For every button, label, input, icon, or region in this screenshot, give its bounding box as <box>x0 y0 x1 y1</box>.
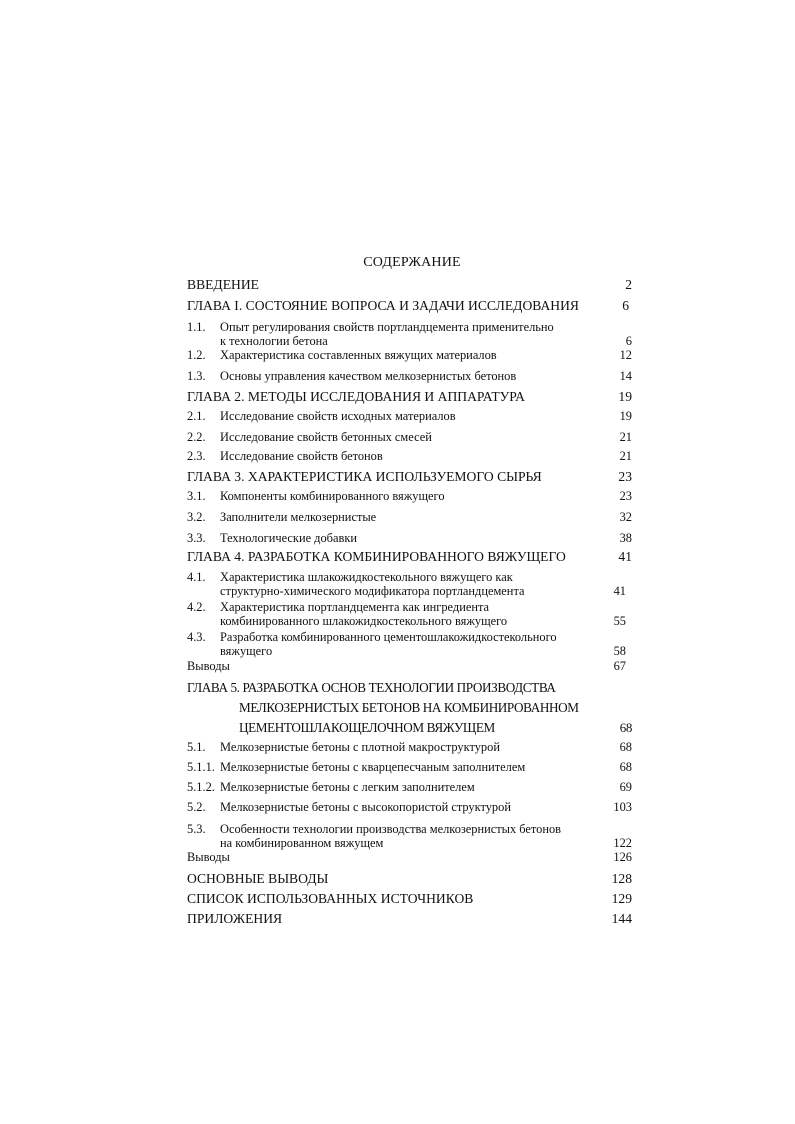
toc-entry-chapter-5 <box>187 678 632 742</box>
toc-page-number: 126 <box>613 850 632 864</box>
toc-page-number: 19 <box>618 389 632 404</box>
toc-entry-appendices <box>187 910 632 927</box>
toc-page-number: 2 <box>625 277 632 292</box>
toc-page-number: 6 <box>622 298 629 313</box>
toc-entry-chapter-4 <box>187 548 632 565</box>
toc-page-number: 23 <box>619 489 632 503</box>
toc-page-number: 14 <box>619 369 632 383</box>
toc-entry-number: 5.1.2. <box>187 780 215 794</box>
toc-entry-text-line2: комбинированного шлакожидкостекольного вяжущего <box>220 614 508 628</box>
toc-entry-text-line1: ГЛАВА 5. РАЗРАБОТКА ОСНОВ ТЕХНОЛОГИИ ПРОИЗВОДСТВА <box>187 680 556 695</box>
toc-entry-text-line1: Характеристика шлакожидкостекольного вяжущего как <box>220 570 513 584</box>
toc-page-number: 41 <box>618 549 632 564</box>
toc-entry-text: Мелкозернистые бетоны с кварцепесчаным заполнителем <box>220 760 526 774</box>
toc-page-number: 58 <box>613 644 626 658</box>
toc-page-number: 67 <box>613 659 626 673</box>
toc-entry-number: 5.1.1. <box>187 760 215 774</box>
toc-entry-number: 2.1. <box>187 409 206 423</box>
toc-entry-text-line2: МЕЛКОЗЕРНИСТЫХ БЕТОНОВ НА КОМБИНИРОВАННОМ <box>239 700 579 715</box>
toc-page-number: 23 <box>618 469 632 484</box>
toc-entry-text-line2: вяжущего <box>220 644 273 658</box>
toc-entry-text: ГЛАВА I. СОСТОЯНИЕ ВОПРОСА И ЗАДАЧИ ИССЛЕДОВАНИЯ <box>187 298 579 313</box>
toc-entry-text: ПРИЛОЖЕНИЯ <box>187 911 283 926</box>
toc-entry-text-line1: Характеристика портландцемента как ингредиента <box>220 600 490 614</box>
toc-entry-main-conclusions <box>187 870 632 887</box>
toc-entry-4-3 <box>187 630 632 660</box>
toc-entry-number: 3.1. <box>187 489 206 503</box>
toc-entry-chapter-1 <box>187 297 632 314</box>
toc-page-number: 21 <box>619 449 632 463</box>
toc-entry-number: 1.2. <box>187 348 206 362</box>
toc-entry-number: 4.2. <box>187 600 206 614</box>
toc-entry-number: 1.3. <box>187 369 206 383</box>
toc-page-number: 68 <box>619 760 632 774</box>
toc-entry-number: 2.3. <box>187 449 206 463</box>
toc-entry-text: Основы управления качеством мелкозернистых бетонов <box>220 369 517 383</box>
toc-page-number: 103 <box>613 800 632 814</box>
toc-entry-text-line1: Разработка комбинированного цементошлакожидкостекольного <box>220 630 557 644</box>
toc-entry-introduction <box>187 276 632 293</box>
toc-entry-conclusions-ch5 <box>187 850 632 865</box>
toc-page-number: 19 <box>619 409 632 423</box>
toc-entry-4-2 <box>187 600 632 630</box>
toc-entry-text: ВВЕДЕНИЕ <box>187 277 259 292</box>
toc-page-number: 38 <box>619 531 632 545</box>
toc-page-number: 55 <box>613 614 626 628</box>
toc-entry-4-1 <box>187 570 632 600</box>
toc-page-number: 68 <box>619 740 632 754</box>
toc-entry-text: Исследование свойств бетонных смесей <box>220 430 432 444</box>
toc-entry-text: Технологические добавки <box>220 531 357 545</box>
toc-page-number: 32 <box>619 510 632 524</box>
toc-entry-text-line1: Особенности технологии производства мелкозернистых бетонов <box>220 822 562 836</box>
toc-entry-text: ГЛАВА 4. РАЗРАБОТКА КОМБИНИРОВАННОГО ВЯЖУЩЕГО <box>187 549 566 564</box>
toc-entry-text: СПИСОК ИСПОЛЬЗОВАННЫХ ИСТОЧНИКОВ <box>187 891 474 906</box>
toc-entry-number: 5.2. <box>187 800 206 814</box>
toc-page-number: 129 <box>611 891 632 906</box>
toc-page-number: 68 <box>619 720 632 735</box>
toc-entry-text: Мелкозернистые бетоны с легким заполнителем <box>220 780 475 794</box>
toc-page-number: 41 <box>613 584 626 598</box>
toc-entry-text: ОСНОВНЫЕ ВЫВОДЫ <box>187 871 329 886</box>
toc-page-number: 144 <box>611 911 632 926</box>
toc-entry-text: Заполнители мелкозернистые <box>220 510 377 524</box>
toc-entry-text: Характеристика составленных вяжущих материалов <box>220 348 497 362</box>
toc-entry-text: Мелкозернистые бетоны с плотной макроструктурой <box>220 740 500 754</box>
toc-entry-number: 4.1. <box>187 570 206 584</box>
toc-page-number: 122 <box>613 836 632 850</box>
toc-page-number: 12 <box>619 348 632 362</box>
toc-entry-text: Исследование свойств бетонов <box>220 449 383 463</box>
toc-entry-5-3 <box>187 822 632 852</box>
toc-entry-text: Выводы <box>187 850 230 864</box>
toc-entry-text: Исследование свойств исходных материалов <box>220 409 456 423</box>
toc-entry-number: 2.2. <box>187 430 206 444</box>
toc-entry-text: Компоненты комбинированного вяжущего <box>220 489 445 503</box>
toc-entry-1-1 <box>187 320 632 350</box>
toc-entry-text-line2: структурно-химического модификатора портландцемента <box>220 584 525 598</box>
toc-entry-text-line3: ЦЕМЕНТОШЛАКОЩЕЛОЧНОМ ВЯЖУЩЕМ <box>239 720 495 735</box>
toc-page-number: 69 <box>619 780 632 794</box>
toc-entry-number: 1.1. <box>187 320 206 334</box>
toc-entry-number: 5.3. <box>187 822 206 836</box>
toc-page-number: 6 <box>625 334 632 348</box>
toc-page-number: 128 <box>611 871 632 886</box>
toc-entry-conclusions-ch4 <box>187 659 632 674</box>
toc-entry-text-line2: на комбинированном вяжущем <box>220 836 384 850</box>
toc-entry-text: Выводы <box>187 659 230 673</box>
toc-title: СОДЕРЖАНИЕ <box>363 255 461 270</box>
toc-page-number: 21 <box>619 430 632 444</box>
toc-entry-references <box>187 890 632 907</box>
toc-entry-number: 3.2. <box>187 510 206 524</box>
toc-entry-chapter-3 <box>187 468 632 485</box>
toc-entry-chapter-2 <box>187 388 632 405</box>
toc-entry-text: Мелкозернистые бетоны с высокопористой структурой <box>220 800 511 814</box>
toc-entry-text: ГЛАВА 3. ХАРАКТЕРИСТИКА ИСПОЛЬЗУЕМОГО СЫРЬЯ <box>187 469 542 484</box>
toc-entry-text-line1: Опыт регулирования свойств портландцемента применительно <box>220 320 554 334</box>
table-of-contents <box>187 0 632 1124</box>
toc-entry-number: 3.3. <box>187 531 206 545</box>
toc-entry-text: ГЛАВА 2. МЕТОДЫ ИССЛЕДОВАНИЯ И АППАРАТУРА <box>187 389 525 404</box>
toc-entry-number: 4.3. <box>187 630 206 644</box>
toc-entry-number: 5.1. <box>187 740 206 754</box>
toc-entry-text-line2: к технологии бетона <box>220 334 328 348</box>
